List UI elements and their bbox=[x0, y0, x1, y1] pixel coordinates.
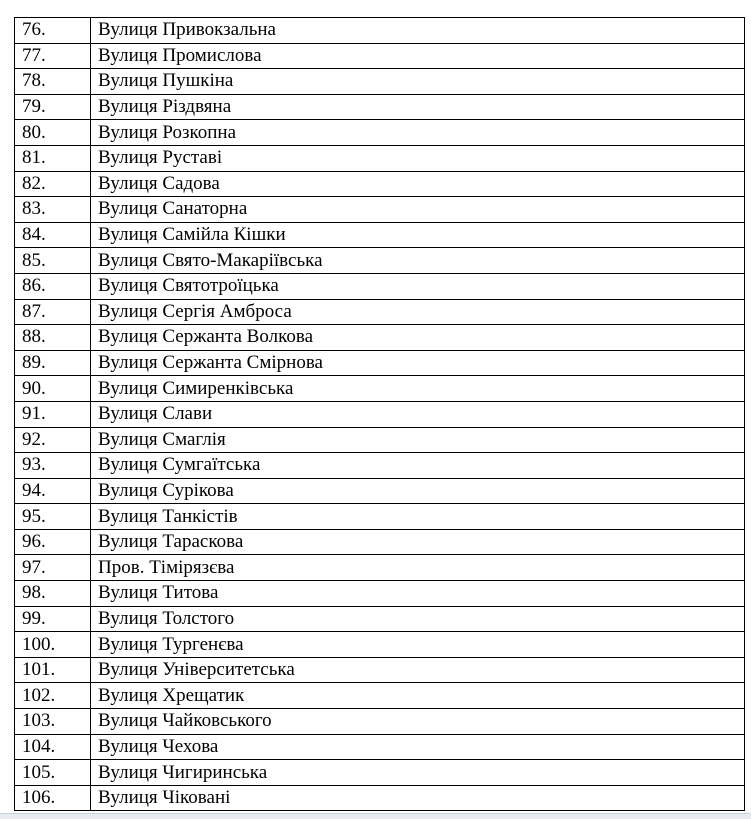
street-name-cell: Вулиця Чайковського bbox=[91, 709, 745, 735]
table-row bbox=[15, 504, 745, 530]
street-name-cell: Вулиця Чехова bbox=[91, 734, 745, 760]
row-number-cell: 105. bbox=[15, 760, 91, 786]
street-name-cell: Пров. Тімірязєва bbox=[91, 555, 745, 581]
table-row bbox=[15, 248, 745, 274]
row-number-cell: 101. bbox=[15, 657, 91, 683]
street-name-cell: Вулиця Титова bbox=[91, 581, 745, 607]
table-row bbox=[15, 171, 745, 197]
table-row bbox=[15, 478, 745, 504]
street-name-cell: Вулиця Пушкіна bbox=[91, 69, 745, 95]
row-number-cell: 90. bbox=[15, 376, 91, 402]
street-name-cell: Вулиця Святотроїцька bbox=[91, 273, 745, 299]
street-name-cell: Вулиця Привокзальна bbox=[91, 18, 745, 44]
row-number-cell: 79. bbox=[15, 94, 91, 120]
street-name-cell: Вулиця Різдвяна bbox=[91, 94, 745, 120]
street-name-cell: Вулиця Сержанта Смірнова bbox=[91, 350, 745, 376]
row-number-cell: 106. bbox=[15, 785, 91, 811]
row-number-cell: 95. bbox=[15, 504, 91, 530]
table-row bbox=[15, 555, 745, 581]
street-name-cell: Вулиця Сурікова bbox=[91, 478, 745, 504]
table-row bbox=[15, 529, 745, 555]
row-number-cell: 104. bbox=[15, 734, 91, 760]
table-row bbox=[15, 376, 745, 402]
row-number-cell: 92. bbox=[15, 427, 91, 453]
row-number-cell: 94. bbox=[15, 478, 91, 504]
table-row bbox=[15, 43, 745, 69]
row-number-cell: 83. bbox=[15, 197, 91, 223]
row-number-cell: 78. bbox=[15, 69, 91, 95]
table-row bbox=[15, 606, 745, 632]
table-row bbox=[15, 709, 745, 735]
window-bottom-edge bbox=[0, 813, 751, 819]
street-name-cell: Вулиця Сергія Амброса bbox=[91, 299, 745, 325]
street-name-cell: Вулиця Смаглія bbox=[91, 427, 745, 453]
street-name-cell: Вулиця Тургенєва bbox=[91, 632, 745, 658]
row-number-cell: 102. bbox=[15, 683, 91, 709]
row-number-cell: 93. bbox=[15, 453, 91, 479]
row-number-cell: 99. bbox=[15, 606, 91, 632]
table-row bbox=[15, 657, 745, 683]
row-number-cell: 84. bbox=[15, 222, 91, 248]
street-name-cell: Вулиця Університетська bbox=[91, 657, 745, 683]
table-row bbox=[15, 581, 745, 607]
table-row bbox=[15, 197, 745, 223]
street-name-cell: Вулиця Тараскова bbox=[91, 529, 745, 555]
street-name-cell: Вулиця Симиренківська bbox=[91, 376, 745, 402]
table-row bbox=[15, 120, 745, 146]
table-row bbox=[15, 683, 745, 709]
row-number-cell: 91. bbox=[15, 401, 91, 427]
street-name-cell: Вулиця Слави bbox=[91, 401, 745, 427]
street-name-cell: Вулиця Хрещатик bbox=[91, 683, 745, 709]
row-number-cell: 103. bbox=[15, 709, 91, 735]
street-name-cell: Вулиця Санаторна bbox=[91, 197, 745, 223]
streets-table-body bbox=[15, 18, 745, 811]
table-row bbox=[15, 69, 745, 95]
street-name-cell: Вулиця Чіковані bbox=[91, 785, 745, 811]
table-row bbox=[15, 401, 745, 427]
street-name-cell: Вулиця Промислова bbox=[91, 43, 745, 69]
table-row bbox=[15, 734, 745, 760]
table-row bbox=[15, 145, 745, 171]
street-name-cell: Вулиця Самійла Кішки bbox=[91, 222, 745, 248]
table-row bbox=[15, 299, 745, 325]
table-row bbox=[15, 325, 745, 351]
street-name-cell: Вулиця Свято-Макаріївська bbox=[91, 248, 745, 274]
row-number-cell: 89. bbox=[15, 350, 91, 376]
row-number-cell: 86. bbox=[15, 273, 91, 299]
row-number-cell: 82. bbox=[15, 171, 91, 197]
street-name-cell: Вулиця Руставі bbox=[91, 145, 745, 171]
table-row bbox=[15, 273, 745, 299]
table-row bbox=[15, 18, 745, 44]
table-row bbox=[15, 632, 745, 658]
row-number-cell: 77. bbox=[15, 43, 91, 69]
table-row bbox=[15, 760, 745, 786]
street-name-cell: Вулиця Сержанта Волкова bbox=[91, 325, 745, 351]
street-name-cell: Вулиця Толстого bbox=[91, 606, 745, 632]
street-name-cell: Вулиця Садова bbox=[91, 171, 745, 197]
row-number-cell: 100. bbox=[15, 632, 91, 658]
row-number-cell: 80. bbox=[15, 120, 91, 146]
table-row bbox=[15, 453, 745, 479]
table-row bbox=[15, 427, 745, 453]
row-number-cell: 97. bbox=[15, 555, 91, 581]
row-number-cell: 96. bbox=[15, 529, 91, 555]
table-row bbox=[15, 785, 745, 811]
row-number-cell: 87. bbox=[15, 299, 91, 325]
street-name-cell: Вулиця Танкістів bbox=[91, 504, 745, 530]
street-name-cell: Вулиця Розкопна bbox=[91, 120, 745, 146]
table-row bbox=[15, 222, 745, 248]
row-number-cell: 88. bbox=[15, 325, 91, 351]
streets-table bbox=[14, 17, 745, 811]
row-number-cell: 98. bbox=[15, 581, 91, 607]
street-name-cell: Вулиця Сумгаїтська bbox=[91, 453, 745, 479]
row-number-cell: 76. bbox=[15, 18, 91, 44]
street-name-cell: Вулиця Чигиринська bbox=[91, 760, 745, 786]
table-row bbox=[15, 94, 745, 120]
row-number-cell: 85. bbox=[15, 248, 91, 274]
row-number-cell: 81. bbox=[15, 145, 91, 171]
table-row bbox=[15, 350, 745, 376]
